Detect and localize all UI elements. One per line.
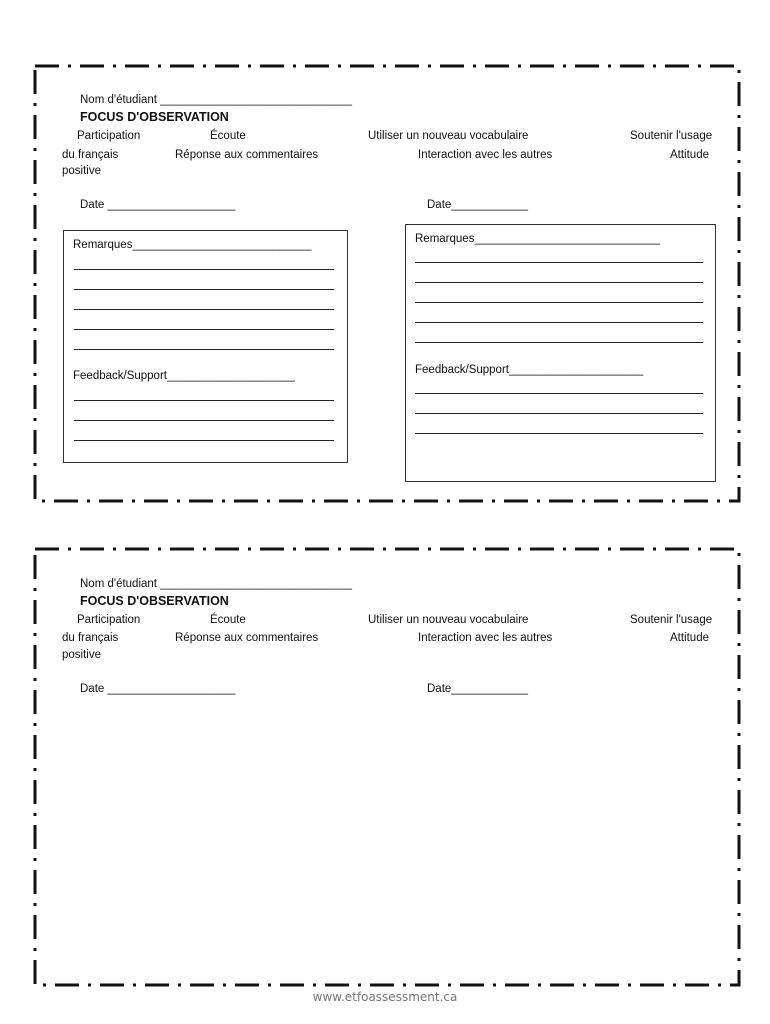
focus-participation: Participation [77, 130, 141, 142]
focus-reponse: Réponse aux commentaires [175, 149, 319, 161]
focus-title: FOCUS D'OBSERVATION [80, 594, 229, 608]
date-field-right[interactable]: Date____________ [427, 199, 529, 211]
writing-line[interactable] [415, 262, 703, 263]
focus-soutenir: Soutenir l'usage [630, 130, 713, 142]
writing-line[interactable] [415, 302, 703, 303]
focus-positive: positive [62, 649, 101, 661]
writing-line[interactable] [74, 309, 334, 310]
writing-line[interactable] [74, 329, 334, 330]
focus-attitude: Attitude [670, 149, 709, 161]
focus-interaction: Interaction avec les autres [418, 149, 553, 161]
focus-participation: Participation [77, 614, 141, 626]
writing-line[interactable] [74, 400, 334, 401]
notes-box-right[interactable] [405, 224, 716, 482]
date-field-left[interactable]: Date ____________________ [80, 683, 236, 695]
writing-line[interactable] [415, 393, 703, 394]
focus-title: FOCUS D'OBSERVATION [80, 110, 229, 124]
writing-line[interactable] [415, 342, 703, 343]
focus-attitude: Attitude [670, 632, 709, 644]
student-name-field[interactable]: Nom d'étudiant ______________________________ [80, 94, 353, 106]
writing-line[interactable] [415, 413, 703, 414]
date-field-right[interactable]: Date____________ [427, 683, 529, 695]
focus-soutenir: Soutenir l'usage [630, 614, 713, 626]
focus-reponse: Réponse aux commentaires [175, 632, 319, 644]
remarks-label: Remarques_____________________________ [415, 233, 660, 245]
focus-ecoute: Écoute [210, 614, 246, 626]
writing-line[interactable] [415, 282, 703, 283]
focus-interaction: Interaction avec les autres [418, 632, 553, 644]
student-name-field[interactable]: Nom d'étudiant ______________________________ [80, 578, 353, 590]
focus-du-francais: du français [62, 632, 119, 644]
focus-du-francais: du français [62, 149, 119, 161]
focus-vocabulaire: Utiliser un nouveau vocabulaire [368, 614, 529, 626]
writing-line[interactable] [74, 420, 334, 421]
writing-line[interactable] [74, 349, 334, 350]
footer-url: www.etfoassessment.ca [312, 990, 458, 1004]
focus-ecoute: Écoute [210, 130, 246, 142]
remarks-label: Remarques____________________________ [73, 239, 312, 251]
date-field-left[interactable]: Date ____________________ [80, 199, 236, 211]
writing-line[interactable] [74, 289, 334, 290]
notes-box-left[interactable] [63, 230, 348, 463]
writing-line[interactable] [74, 269, 334, 270]
focus-positive: positive [62, 165, 101, 177]
focus-vocabulaire: Utiliser un nouveau vocabulaire [368, 130, 529, 142]
feedback-label: Feedback/Support_____________________ [415, 364, 644, 376]
writing-line[interactable] [415, 322, 703, 323]
writing-line[interactable] [74, 440, 334, 441]
feedback-label: Feedback/Support____________________ [73, 370, 295, 382]
writing-line[interactable] [415, 433, 703, 434]
